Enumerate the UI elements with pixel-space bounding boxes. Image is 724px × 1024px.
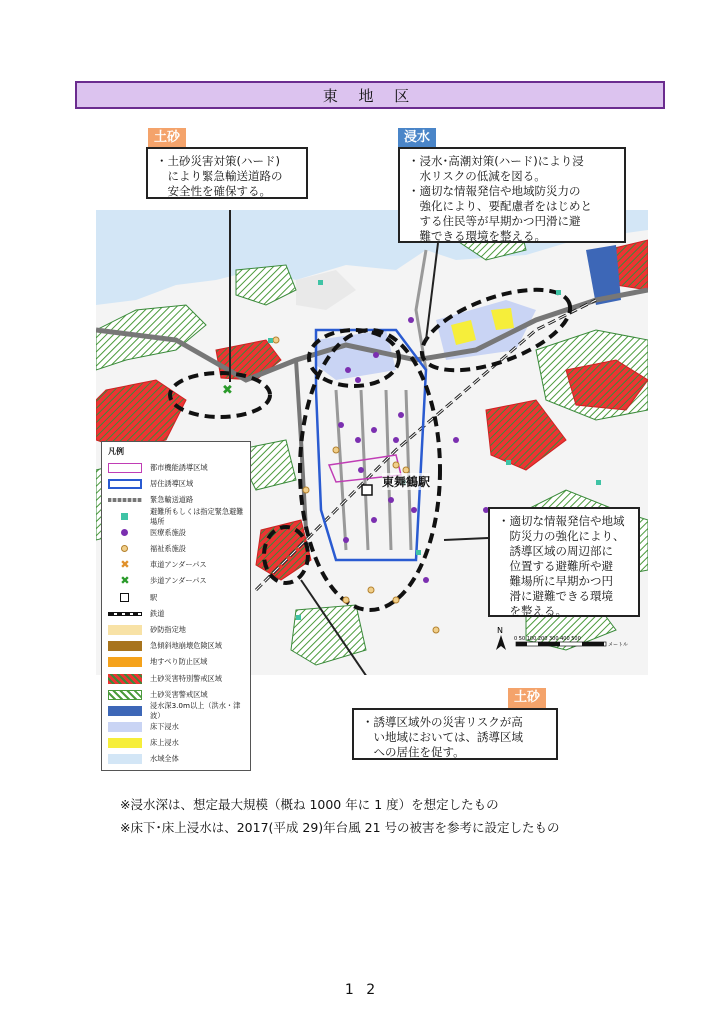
legend-label: 急傾斜地崩壊危険区域 (150, 641, 222, 651)
legend-row (108, 606, 244, 622)
map-legend (101, 441, 251, 771)
legend-row (108, 557, 244, 573)
legend-row (108, 525, 244, 541)
legend-row (108, 460, 244, 476)
legend-row (108, 573, 244, 589)
legend-row (108, 506, 244, 526)
callout-line: 滑に避難できる環境 (498, 589, 613, 603)
legend-label: 土砂災害警戒区域 (150, 689, 208, 699)
legend-label: 砂防指定地 (150, 624, 186, 634)
tag-sand-top: 土砂 (148, 128, 186, 148)
legend-label: 浸水深3.0m以上（洪水・津波） (150, 700, 241, 720)
callout-sand-top (146, 147, 308, 199)
callout-line: 水リスクの低減を図る。 (408, 169, 546, 183)
legend-label: 避難所もしくは指定緊急避難場所 (150, 506, 244, 526)
callout-line: 誘導区域の周辺部に (498, 544, 613, 558)
callout-line: い地域においては、誘導区域 (362, 730, 523, 744)
callout-line: を整える。 (498, 604, 567, 618)
legend-label: 緊急輸送道路 (150, 495, 194, 505)
callout-line: ・土砂災害対策(ハード) (156, 154, 280, 168)
callout-water-top (398, 147, 626, 243)
svg-text:メートル: メートル (608, 642, 629, 648)
callout-line: 防災力の強化により、 (498, 529, 625, 543)
station-icon (362, 485, 372, 495)
legend-label: 床下浸水 (150, 722, 179, 732)
legend-label: 床上浸水 (150, 738, 179, 748)
green-x-icon: ✖ (120, 574, 130, 588)
station-label: 東舞鶴駅 (382, 475, 431, 489)
legend-row (108, 638, 244, 654)
legend-label: 歩道アンダーパス (150, 576, 207, 586)
pedestrian-underpass-icon: ✖ (222, 383, 233, 398)
legend-row (108, 719, 244, 735)
callout-right (488, 507, 640, 617)
tag-water-top: 浸水 (398, 128, 436, 148)
svg-text:N: N (497, 626, 503, 635)
legend-row (108, 751, 244, 767)
legend-label: 医療系施設 (150, 527, 186, 537)
legend-row (108, 654, 244, 670)
callout-line: 安全性を確保する。 (156, 184, 271, 198)
tag-sand-bottom: 土砂 (508, 688, 546, 708)
callout-line: への居住を促す。 (362, 745, 465, 759)
legend-row (108, 622, 244, 638)
legend-label: 福祉系施設 (150, 544, 186, 554)
legend-row (108, 476, 244, 492)
callout-line: ・適切な情報発信や地域 (498, 514, 625, 528)
callout-line: 難できる環境を整える。 (408, 229, 546, 243)
legend-row (108, 590, 244, 606)
callout-line: する住民等が早期かつ円滑に避 (408, 214, 581, 228)
callout-line: ・適切な情報発信や地域防災力の (408, 184, 581, 198)
legend-label: 鉄道 (150, 608, 165, 618)
legend-label: 土砂災害特別警戒区域 (150, 673, 222, 683)
district-title: 東 地 区 (75, 81, 665, 109)
legend-title: 凡例 (108, 447, 124, 456)
legend-label: 都市機能誘導区域 (150, 463, 208, 473)
legend-row (108, 735, 244, 751)
footnote: ※浸水深は、想定最大規模（概ね 1000 年に 1 度）を想定したもの (120, 797, 499, 812)
legend-label: 駅 (150, 592, 158, 602)
callout-line: ・浸水･高潮対策(ハード)により浸 (408, 154, 584, 168)
legend-row (108, 700, 244, 720)
legend-row (108, 670, 244, 686)
orange-x-icon: ✖ (120, 558, 130, 572)
legend-row (108, 541, 244, 557)
legend-label: 居住誘導区域 (150, 479, 194, 489)
svg-text:0 50 100 200 300 400 5: 0 50 100 200 300 400 500 (514, 636, 581, 642)
legend-label: 水域全体 (150, 754, 179, 764)
callout-line: 難場所に早期かつ円 (498, 574, 613, 588)
callout-line: により緊急輸送道路の (156, 169, 283, 183)
legend-label: 車道アンダーパス (150, 560, 207, 570)
callout-line: ・誘導区域外の災害リスクが高 (362, 715, 523, 729)
callout-line: 強化により、要配慮者をはじめと (408, 199, 592, 213)
legend-label: 地すべり防止区域 (150, 657, 208, 667)
page-number: 1 2 (344, 982, 380, 998)
callout-bottom (352, 708, 558, 760)
footnote: ※床下･床上浸水は、2017(平成 29)年台風 21 号の被害を参考に設定したもの (120, 820, 560, 835)
callout-line: 位置する避難所や避 (498, 559, 613, 573)
